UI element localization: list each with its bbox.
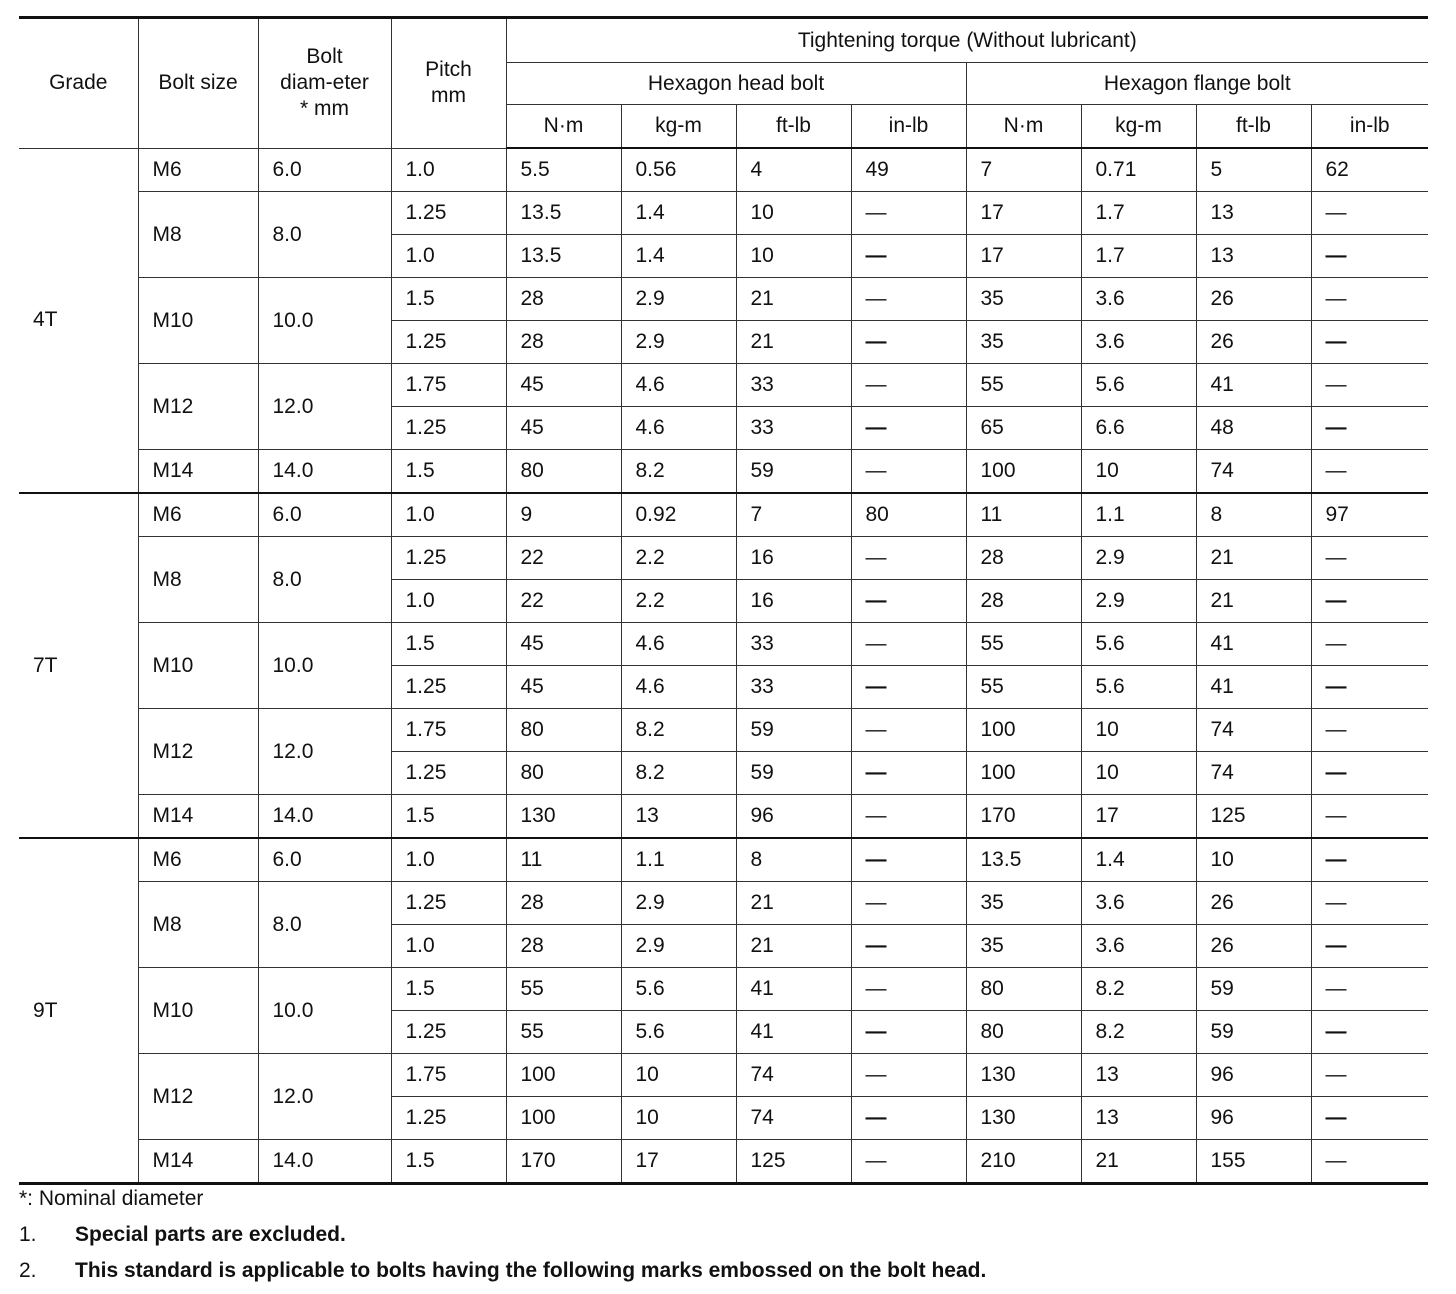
torque-value-cell: 4.6 <box>621 364 736 407</box>
table-row <box>19 882 1428 925</box>
torque-value-cell: 11 <box>506 838 621 882</box>
header-hexagon-head-bolt: Hexagon head bolt <box>506 63 966 105</box>
torque-value-cell: — <box>851 1140 966 1184</box>
bolt-diameter-cell: 10.0 <box>258 278 391 364</box>
torque-value-cell: 59 <box>736 450 851 494</box>
torque-value-cell: 26 <box>1196 321 1311 364</box>
torque-value-cell: 5.6 <box>621 1011 736 1054</box>
table-row <box>19 1054 1428 1097</box>
bolt-diameter-cell: 12.0 <box>258 364 391 450</box>
bolt-size-cell: M14 <box>138 1140 258 1184</box>
bolt-size-cell: M14 <box>138 450 258 494</box>
torque-value-cell: 7 <box>966 148 1081 192</box>
torque-value-cell: 49 <box>851 148 966 192</box>
torque-value-cell: 28 <box>966 580 1081 623</box>
pitch-cell: 1.5 <box>391 450 506 494</box>
torque-value-cell: — <box>851 838 966 882</box>
pitch-cell: 1.0 <box>391 838 506 882</box>
note-text: Special parts are excluded. <box>75 1223 346 1246</box>
torque-value-cell: 2.9 <box>1081 580 1196 623</box>
pitch-cell: 1.25 <box>391 752 506 795</box>
torque-value-cell: 41 <box>1196 666 1311 709</box>
torque-value-cell: 21 <box>1196 537 1311 580</box>
header-hexagon-flange-bolt: Hexagon flange bolt <box>966 63 1428 105</box>
bolt-size-cell: M12 <box>138 364 258 450</box>
torque-value-cell: 5.5 <box>506 148 621 192</box>
torque-value-cell: 6.6 <box>1081 407 1196 450</box>
header-pitch: Pitch mm <box>391 18 506 149</box>
torque-value-cell: 33 <box>736 364 851 407</box>
torque-value-cell: — <box>851 580 966 623</box>
torque-value-cell: 17 <box>1081 795 1196 839</box>
torque-value-cell: 3.6 <box>1081 321 1196 364</box>
torque-value-cell: — <box>851 709 966 752</box>
torque-value-cell: 10 <box>1196 838 1311 882</box>
torque-value-cell: 1.4 <box>621 235 736 278</box>
torque-value-cell: — <box>1311 580 1428 623</box>
torque-value-cell: 9 <box>506 493 621 537</box>
header-grade: Grade <box>19 18 138 149</box>
note-item <box>19 1222 1419 1258</box>
torque-value-cell: 41 <box>1196 364 1311 407</box>
torque-value-cell: 22 <box>506 537 621 580</box>
torque-value-cell: 55 <box>966 666 1081 709</box>
torque-value-cell: 3.6 <box>1081 882 1196 925</box>
table-row <box>19 192 1428 235</box>
torque-value-cell: 28 <box>506 321 621 364</box>
torque-value-cell: 74 <box>1196 752 1311 795</box>
pitch-cell: 1.75 <box>391 709 506 752</box>
torque-value-cell: 21 <box>1196 580 1311 623</box>
bolt-size-cell: M12 <box>138 709 258 795</box>
torque-value-cell: — <box>1311 1097 1428 1140</box>
table-row <box>19 364 1428 407</box>
pitch-cell: 1.0 <box>391 148 506 192</box>
torque-value-cell: 5 <box>1196 148 1311 192</box>
torque-value-cell: 2.9 <box>621 321 736 364</box>
torque-value-cell: 21 <box>736 321 851 364</box>
bolt-size-cell: M10 <box>138 278 258 364</box>
table-row <box>19 493 1428 537</box>
bolt-diameter-cell: 10.0 <box>258 968 391 1054</box>
torque-value-cell: 35 <box>966 321 1081 364</box>
torque-value-cell: — <box>851 364 966 407</box>
torque-value-cell: 65 <box>966 407 1081 450</box>
unit-header: kg-m <box>1081 105 1196 149</box>
torque-value-cell: 45 <box>506 364 621 407</box>
torque-value-cell: 100 <box>506 1054 621 1097</box>
torque-value-cell: 74 <box>1196 450 1311 494</box>
unit-header: kg-m <box>621 105 736 149</box>
torque-value-cell: 2.2 <box>621 580 736 623</box>
torque-value-cell: — <box>1311 278 1428 321</box>
torque-value-cell: — <box>1311 235 1428 278</box>
torque-value-cell: 21 <box>1081 1140 1196 1184</box>
torque-value-cell: — <box>851 235 966 278</box>
torque-value-cell: 1.7 <box>1081 192 1196 235</box>
bolt-size-cell: M6 <box>138 838 258 882</box>
grade-cell: 4T <box>19 148 138 493</box>
torque-value-cell: 10 <box>736 235 851 278</box>
torque-value-cell: 41 <box>736 1011 851 1054</box>
torque-value-cell: 10 <box>1081 752 1196 795</box>
torque-value-cell: 80 <box>966 968 1081 1011</box>
table-row <box>19 148 1428 192</box>
torque-value-cell: 5.6 <box>1081 623 1196 666</box>
torque-value-cell: 74 <box>736 1097 851 1140</box>
torque-value-cell: 2.9 <box>621 882 736 925</box>
header-tightening-torque: Tightening torque (Without lubricant) <box>506 18 1428 63</box>
bolt-size-cell: M12 <box>138 1054 258 1140</box>
torque-value-cell: 13 <box>1081 1054 1196 1097</box>
torque-value-cell: — <box>1311 1054 1428 1097</box>
torque-value-cell: 100 <box>966 709 1081 752</box>
torque-value-cell: 26 <box>1196 925 1311 968</box>
bolt-diameter-cell: 8.0 <box>258 882 391 968</box>
torque-value-cell: 28 <box>966 537 1081 580</box>
grade-group <box>19 493 1428 838</box>
torque-value-cell: — <box>1311 709 1428 752</box>
table-row <box>19 623 1428 666</box>
torque-value-cell: 17 <box>621 1140 736 1184</box>
torque-value-cell: — <box>851 1054 966 1097</box>
torque-value-cell: 33 <box>736 623 851 666</box>
bolt-diameter-cell: 8.0 <box>258 192 391 278</box>
pitch-cell: 1.0 <box>391 925 506 968</box>
torque-value-cell: 35 <box>966 882 1081 925</box>
torque-value-cell: 28 <box>506 925 621 968</box>
note-number: 2. <box>19 1259 37 1282</box>
torque-value-cell: — <box>1311 450 1428 494</box>
torque-value-cell: 33 <box>736 407 851 450</box>
torque-value-cell: 96 <box>1196 1097 1311 1140</box>
unit-header: ft-lb <box>736 105 851 149</box>
pitch-cell: 1.5 <box>391 795 506 839</box>
pitch-cell: 1.0 <box>391 235 506 278</box>
grade-cell: 7T <box>19 493 138 838</box>
torque-value-cell: — <box>1311 192 1428 235</box>
header-bolt-diameter: Bolt diam-eter * mm <box>258 18 391 149</box>
note-item <box>19 1258 1419 1294</box>
table-row <box>19 450 1428 494</box>
torque-value-cell: 35 <box>966 278 1081 321</box>
torque-value-cell: 55 <box>506 1011 621 1054</box>
torque-value-cell: 74 <box>1196 709 1311 752</box>
bolt-diameter-cell: 6.0 <box>258 493 391 537</box>
torque-value-cell: 80 <box>506 752 621 795</box>
torque-value-cell: — <box>851 537 966 580</box>
torque-value-cell: 1.4 <box>1081 838 1196 882</box>
torque-value-cell: — <box>1311 1140 1428 1184</box>
torque-value-cell: 100 <box>966 450 1081 494</box>
torque-value-cell: 13.5 <box>506 192 621 235</box>
pitch-cell: 1.25 <box>391 407 506 450</box>
torque-value-cell: — <box>851 752 966 795</box>
torque-value-cell: 2.2 <box>621 537 736 580</box>
pitch-cell: 1.25 <box>391 882 506 925</box>
torque-value-cell: 5.6 <box>621 968 736 1011</box>
torque-value-cell: 17 <box>966 235 1081 278</box>
torque-value-cell: — <box>851 1011 966 1054</box>
torque-value-cell: 0.92 <box>621 493 736 537</box>
torque-value-cell: 4.6 <box>621 623 736 666</box>
grade-group <box>19 148 1428 493</box>
torque-value-cell: 21 <box>736 882 851 925</box>
note-number: 1. <box>19 1223 37 1246</box>
torque-value-cell: 45 <box>506 407 621 450</box>
torque-value-cell: — <box>1311 407 1428 450</box>
torque-value-cell: 21 <box>736 278 851 321</box>
torque-value-cell: — <box>851 278 966 321</box>
bolt-diameter-cell: 14.0 <box>258 1140 391 1184</box>
torque-value-cell: 7 <box>736 493 851 537</box>
torque-value-cell: 8.2 <box>621 709 736 752</box>
torque-value-cell: 62 <box>1311 148 1428 192</box>
torque-value-cell: 55 <box>506 968 621 1011</box>
bolt-diameter-cell: 10.0 <box>258 623 391 709</box>
torque-value-cell: 8 <box>1196 493 1311 537</box>
table-row <box>19 537 1428 580</box>
torque-value-cell: 80 <box>966 1011 1081 1054</box>
torque-value-cell: 2.9 <box>621 278 736 321</box>
torque-value-cell: 10 <box>621 1054 736 1097</box>
torque-value-cell: — <box>851 623 966 666</box>
torque-value-cell: 2.9 <box>1081 537 1196 580</box>
torque-value-cell: — <box>851 450 966 494</box>
torque-value-cell: 10 <box>1081 709 1196 752</box>
torque-value-cell: 8 <box>736 838 851 882</box>
torque-value-cell: 80 <box>851 493 966 537</box>
torque-value-cell: 35 <box>966 925 1081 968</box>
torque-value-cell: 170 <box>506 1140 621 1184</box>
torque-value-cell: 33 <box>736 666 851 709</box>
header-bolt-size: Bolt size <box>138 18 258 149</box>
torque-value-cell: 41 <box>736 968 851 1011</box>
torque-value-cell: 16 <box>736 537 851 580</box>
torque-value-cell: 130 <box>506 795 621 839</box>
torque-value-cell: 170 <box>966 795 1081 839</box>
torque-value-cell: — <box>1311 752 1428 795</box>
torque-value-cell: 45 <box>506 666 621 709</box>
pitch-cell: 1.0 <box>391 493 506 537</box>
bolt-size-cell: M6 <box>138 148 258 192</box>
torque-value-cell: 13.5 <box>506 235 621 278</box>
pitch-cell: 1.25 <box>391 1097 506 1140</box>
torque-value-cell: 1.4 <box>621 192 736 235</box>
pitch-cell: 1.5 <box>391 278 506 321</box>
torque-value-cell: — <box>851 192 966 235</box>
pitch-cell: 1.5 <box>391 623 506 666</box>
torque-value-cell: 26 <box>1196 882 1311 925</box>
pitch-cell: 1.5 <box>391 968 506 1011</box>
unit-header: in-lb <box>851 105 966 149</box>
note-text: This standard is applicable to bolts having the following marks embossed on the bolt head. <box>75 1259 987 1282</box>
torque-value-cell: 13 <box>1196 235 1311 278</box>
bolt-size-cell: M10 <box>138 623 258 709</box>
torque-table <box>19 16 1428 1185</box>
pitch-cell: 1.75 <box>391 364 506 407</box>
torque-value-cell: 80 <box>506 709 621 752</box>
bolt-diameter-cell: 6.0 <box>258 838 391 882</box>
torque-value-cell: 10 <box>621 1097 736 1140</box>
unit-header: in-lb <box>1311 105 1428 149</box>
notes <box>19 1186 1419 1294</box>
torque-value-cell: — <box>851 968 966 1011</box>
torque-value-cell: 1.1 <box>1081 493 1196 537</box>
table-row <box>19 1140 1428 1184</box>
torque-value-cell: — <box>1311 838 1428 882</box>
torque-value-cell: — <box>851 666 966 709</box>
pitch-cell: 1.25 <box>391 1011 506 1054</box>
table-row <box>19 278 1428 321</box>
torque-value-cell: — <box>851 321 966 364</box>
torque-value-cell: 4.6 <box>621 407 736 450</box>
torque-value-cell: — <box>851 925 966 968</box>
bolt-diameter-cell: 12.0 <box>258 709 391 795</box>
torque-value-cell: 125 <box>1196 795 1311 839</box>
torque-value-cell: 28 <box>506 882 621 925</box>
torque-value-cell: — <box>851 1097 966 1140</box>
table-header <box>19 18 1428 149</box>
grade-group <box>19 838 1428 1184</box>
torque-value-cell: 1.1 <box>621 838 736 882</box>
pitch-cell: 1.25 <box>391 537 506 580</box>
torque-value-cell: 59 <box>1196 968 1311 1011</box>
torque-value-cell: — <box>851 407 966 450</box>
unit-header: N·m <box>966 105 1081 149</box>
torque-value-cell: — <box>1311 321 1428 364</box>
torque-value-cell: 13.5 <box>966 838 1081 882</box>
torque-value-cell: — <box>1311 623 1428 666</box>
torque-value-cell: — <box>1311 882 1428 925</box>
torque-value-cell: 48 <box>1196 407 1311 450</box>
torque-value-cell: 5.6 <box>1081 364 1196 407</box>
torque-value-cell: 26 <box>1196 278 1311 321</box>
torque-value-cell: 16 <box>736 580 851 623</box>
pitch-cell: 1.25 <box>391 666 506 709</box>
torque-value-cell: 96 <box>736 795 851 839</box>
torque-value-cell: 5.6 <box>1081 666 1196 709</box>
torque-value-cell: — <box>1311 925 1428 968</box>
torque-value-cell: 11 <box>966 493 1081 537</box>
bolt-size-cell: M14 <box>138 795 258 839</box>
torque-value-cell: 21 <box>736 925 851 968</box>
torque-value-cell: 45 <box>506 623 621 666</box>
pitch-cell: 1.25 <box>391 321 506 364</box>
bolt-size-cell: M8 <box>138 882 258 968</box>
torque-value-cell: 59 <box>736 752 851 795</box>
bolt-diameter-cell: 14.0 <box>258 795 391 839</box>
torque-value-cell: 74 <box>736 1054 851 1097</box>
torque-value-cell: 3.6 <box>1081 925 1196 968</box>
torque-value-cell: 28 <box>506 278 621 321</box>
torque-value-cell: 13 <box>1196 192 1311 235</box>
torque-value-cell: 59 <box>1196 1011 1311 1054</box>
footnote: *: Nominal diameter <box>19 1187 204 1210</box>
torque-value-cell: 130 <box>966 1097 1081 1140</box>
torque-value-cell: 100 <box>966 752 1081 795</box>
table-row <box>19 968 1428 1011</box>
torque-value-cell: — <box>851 795 966 839</box>
torque-value-cell: 55 <box>966 364 1081 407</box>
torque-value-cell: 13 <box>621 795 736 839</box>
torque-value-cell: 4.6 <box>621 666 736 709</box>
bolt-size-cell: M8 <box>138 192 258 278</box>
unit-header: ft-lb <box>1196 105 1311 149</box>
bolt-diameter-cell: 8.0 <box>258 537 391 623</box>
torque-value-cell: 210 <box>966 1140 1081 1184</box>
torque-value-cell: 10 <box>736 192 851 235</box>
table-row <box>19 795 1428 839</box>
torque-value-cell: 1.7 <box>1081 235 1196 278</box>
bolt-diameter-cell: 6.0 <box>258 148 391 192</box>
torque-value-cell: 8.2 <box>1081 968 1196 1011</box>
torque-value-cell: — <box>851 882 966 925</box>
pitch-cell: 1.5 <box>391 1140 506 1184</box>
torque-value-cell: 0.56 <box>621 148 736 192</box>
torque-value-cell: 10 <box>1081 450 1196 494</box>
torque-value-cell: 80 <box>506 450 621 494</box>
torque-value-cell: 3.6 <box>1081 278 1196 321</box>
unit-header: N·m <box>506 105 621 149</box>
torque-value-cell: 8.2 <box>621 450 736 494</box>
table-row <box>19 709 1428 752</box>
torque-value-cell: 41 <box>1196 623 1311 666</box>
bolt-size-cell: M10 <box>138 968 258 1054</box>
bolt-diameter-cell: 14.0 <box>258 450 391 494</box>
torque-value-cell: 100 <box>506 1097 621 1140</box>
grade-cell: 9T <box>19 838 138 1184</box>
bolt-size-cell: M8 <box>138 537 258 623</box>
torque-value-cell: — <box>1311 968 1428 1011</box>
pitch-cell: 1.75 <box>391 1054 506 1097</box>
bolt-size-cell: M6 <box>138 493 258 537</box>
torque-value-cell: 0.71 <box>1081 148 1196 192</box>
torque-value-cell: 130 <box>966 1054 1081 1097</box>
torque-value-cell: 17 <box>966 192 1081 235</box>
bolt-diameter-cell: 12.0 <box>258 1054 391 1140</box>
torque-value-cell: — <box>1311 666 1428 709</box>
torque-value-cell: 8.2 <box>1081 1011 1196 1054</box>
table-row <box>19 838 1428 882</box>
torque-value-cell: 22 <box>506 580 621 623</box>
torque-value-cell: 59 <box>736 709 851 752</box>
torque-value-cell: 8.2 <box>621 752 736 795</box>
torque-value-cell: — <box>1311 537 1428 580</box>
torque-value-cell: 2.9 <box>621 925 736 968</box>
torque-value-cell: — <box>1311 364 1428 407</box>
torque-value-cell: — <box>1311 1011 1428 1054</box>
pitch-cell: 1.0 <box>391 580 506 623</box>
torque-value-cell: 96 <box>1196 1054 1311 1097</box>
torque-value-cell: 125 <box>736 1140 851 1184</box>
torque-value-cell: 155 <box>1196 1140 1311 1184</box>
torque-value-cell: 4 <box>736 148 851 192</box>
torque-value-cell: 13 <box>1081 1097 1196 1140</box>
torque-value-cell: 55 <box>966 623 1081 666</box>
torque-value-cell: — <box>1311 795 1428 839</box>
pitch-cell: 1.25 <box>391 192 506 235</box>
torque-value-cell: 97 <box>1311 493 1428 537</box>
